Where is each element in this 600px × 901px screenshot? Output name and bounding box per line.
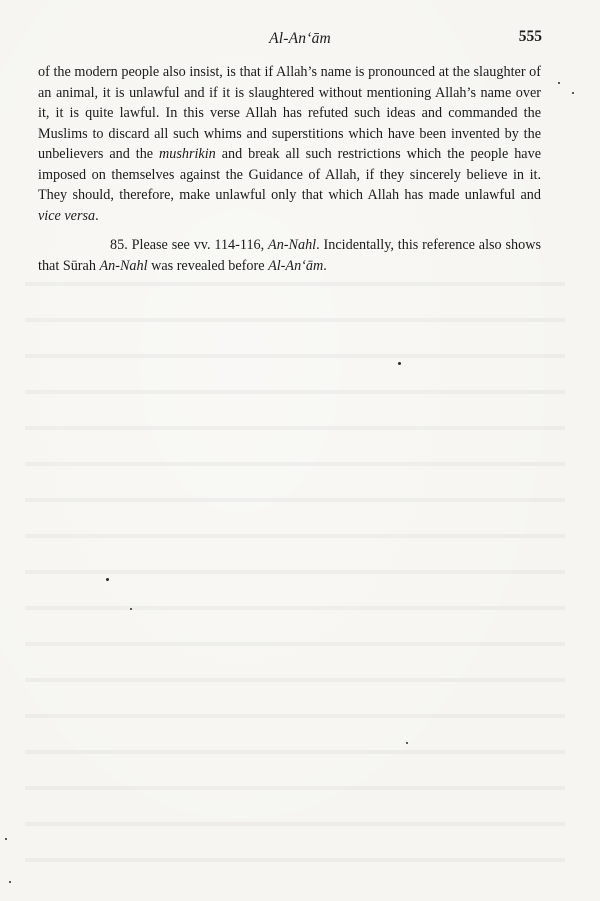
speck bbox=[130, 608, 132, 610]
text-segment: . Incidentally, this reference also shows that Sūrah bbox=[38, 237, 541, 274]
italic-surah-reference: An-Nahl bbox=[99, 257, 148, 274]
italic-term-mushrikin: mushrikin bbox=[159, 146, 216, 162]
text-segment: of the modern people also insist, is that if Allah’s name is pronounced at the slaughter of an animal, it is unlawful and if it is slaughtered without mentioning Allah’s name over it, it is quite lawful. In this verse Allah has refuted such ideas and commanded the Muslims to discard all such whims and superstitions which have been invented by the unbelievers and the bbox=[38, 64, 541, 162]
text-segment: was revealed before bbox=[147, 257, 269, 274]
paragraph-continuation bbox=[38, 62, 541, 226]
running-header bbox=[0, 28, 600, 50]
speck bbox=[558, 82, 560, 84]
speck bbox=[406, 742, 408, 744]
footnote-85 bbox=[38, 235, 541, 276]
page-number: 555 bbox=[518, 28, 542, 45]
show-through-text bbox=[25, 268, 565, 868]
speck bbox=[9, 881, 11, 883]
text-segment: . bbox=[95, 207, 99, 224]
speck bbox=[572, 92, 574, 94]
italic-surah-reference: An-Nahl bbox=[268, 237, 317, 253]
text-segment: . bbox=[323, 257, 327, 274]
body-text bbox=[38, 62, 541, 276]
text-segment: and break all such restrictions which the people have imposed on themselves against the Guidance of Allah, if they sincerely believe in it. They should, therefore, make unlawful only that which Allah has made unlawful and bbox=[38, 146, 541, 203]
running-title: Al-An‘ām bbox=[269, 30, 331, 47]
italic-phrase-vice-versa: vice versa bbox=[38, 207, 96, 224]
italic-surah-reference: Al-An‘ām bbox=[268, 257, 324, 274]
text-segment: 85. Please see vv. 114-116, bbox=[110, 237, 269, 253]
speck bbox=[106, 578, 109, 581]
speck bbox=[5, 838, 7, 840]
speck bbox=[398, 362, 401, 365]
